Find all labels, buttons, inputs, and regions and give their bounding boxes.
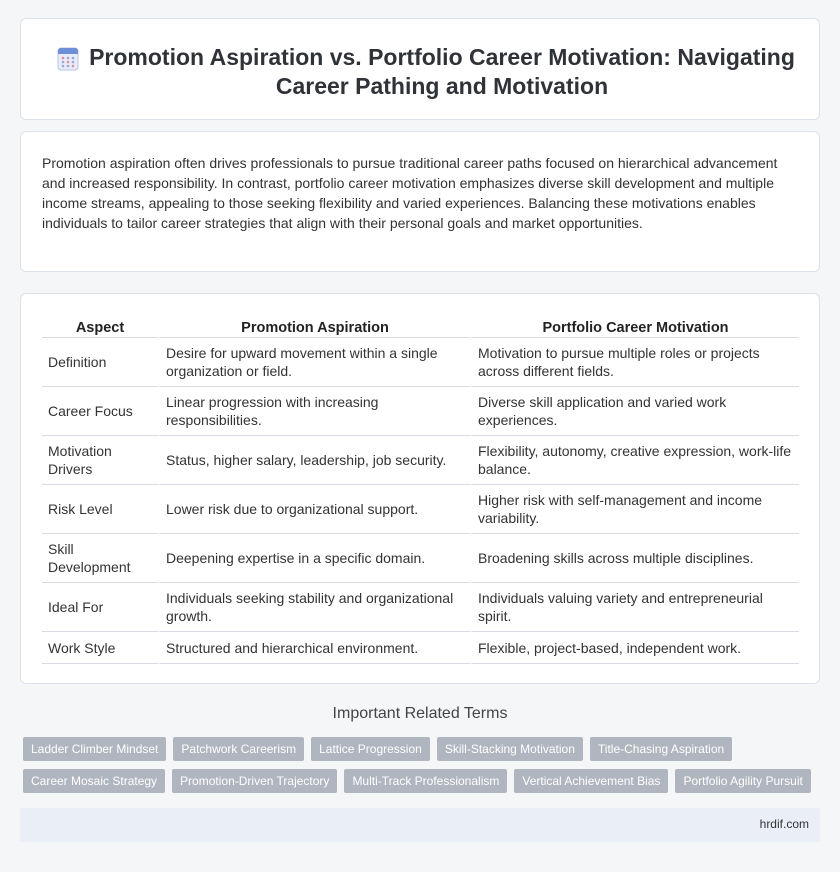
related-terms-title: Important Related Terms	[332, 705, 508, 722]
intro-card	[20, 131, 820, 272]
row-portfolio: Diverse skill application and varied work experiences.	[470, 387, 799, 436]
related-term-tag[interactable]: Career Mosaic Strategy	[23, 769, 165, 793]
row-portfolio: Broadening skills across multiple disciplines.	[470, 534, 799, 583]
row-aspect: Motivation Drivers	[42, 436, 158, 485]
row-promotion: Lower risk due to organizational support.	[158, 485, 470, 534]
related-term-tag[interactable]: Patchwork Careerism	[173, 737, 304, 761]
related-terms-list	[23, 737, 823, 801]
related-term-tag[interactable]: Lattice Progression	[311, 737, 430, 761]
table-row	[42, 632, 799, 664]
table-row	[42, 387, 799, 436]
table-header-row	[42, 314, 799, 338]
comparison-table	[42, 314, 799, 664]
related-term-tag[interactable]: Ladder Climber Mindset	[23, 737, 166, 761]
related-term-tag[interactable]: Skill-Stacking Motivation	[437, 737, 583, 761]
intro-paragraph: Promotion aspiration often drives professionals to pursue traditional career paths focused on hierarchical advancement and increased responsibility. In contrast, portfolio career motivation emphasizes diverse skill development and multiple income streams, appealing to those seeking flexibility and varied experiences. Balancing these motivations enables individuals to tailor career strategies that align with their personal goals and market opportunities.	[42, 155, 778, 231]
row-promotion: Structured and hierarchical environment.	[158, 632, 470, 664]
title-card	[20, 18, 820, 120]
table-row	[42, 338, 799, 387]
row-aspect: Skill Development	[42, 534, 158, 583]
row-aspect: Work Style	[42, 632, 158, 664]
row-aspect: Ideal For	[42, 583, 158, 632]
row-aspect: Definition	[42, 338, 158, 387]
row-promotion: Linear progression with increasing responsibilities.	[158, 387, 470, 436]
document-icon	[57, 47, 79, 71]
related-term-tag[interactable]: Title-Chasing Aspiration	[590, 737, 732, 761]
row-promotion: Status, higher salary, leadership, job security.	[158, 436, 470, 485]
row-promotion: Desire for upward movement within a single organization or field.	[158, 338, 470, 387]
comparison-card	[20, 293, 820, 684]
row-aspect: Risk Level	[42, 485, 158, 534]
row-portfolio: Flexible, project-based, independent work.	[470, 632, 799, 664]
row-portfolio: Motivation to pursue multiple roles or projects across different fields.	[470, 338, 799, 387]
row-promotion: Individuals seeking stability and organizational growth.	[158, 583, 470, 632]
related-term-tag[interactable]: Promotion-Driven Trajectory	[172, 769, 337, 793]
table-row	[42, 485, 799, 534]
page-title: Promotion Aspiration vs. Portfolio Career Motivation: Navigating Career Pathing and Motivation	[89, 44, 795, 99]
header-promotion: Promotion Aspiration	[158, 314, 470, 338]
row-promotion: Deepening expertise in a specific domain.	[158, 534, 470, 583]
table-row	[42, 583, 799, 632]
header-portfolio: Portfolio Career Motivation	[470, 314, 799, 338]
row-portfolio: Individuals valuing variety and entrepreneurial spirit.	[470, 583, 799, 632]
footer	[20, 808, 820, 842]
footer-site-link[interactable]: hrdif.com	[759, 817, 809, 831]
row-portfolio: Higher risk with self-management and income variability.	[470, 485, 799, 534]
table-row	[42, 534, 799, 583]
related-term-tag[interactable]: Portfolio Agility Pursuit	[675, 769, 810, 793]
related-term-tag[interactable]: Multi-Track Professionalism	[344, 769, 507, 793]
header-aspect: Aspect	[42, 314, 158, 338]
row-portfolio: Flexibility, autonomy, creative expression, work-life balance.	[470, 436, 799, 485]
related-term-tag[interactable]: Vertical Achievement Bias	[514, 769, 668, 793]
row-aspect: Career Focus	[42, 387, 158, 436]
table-row	[42, 436, 799, 485]
